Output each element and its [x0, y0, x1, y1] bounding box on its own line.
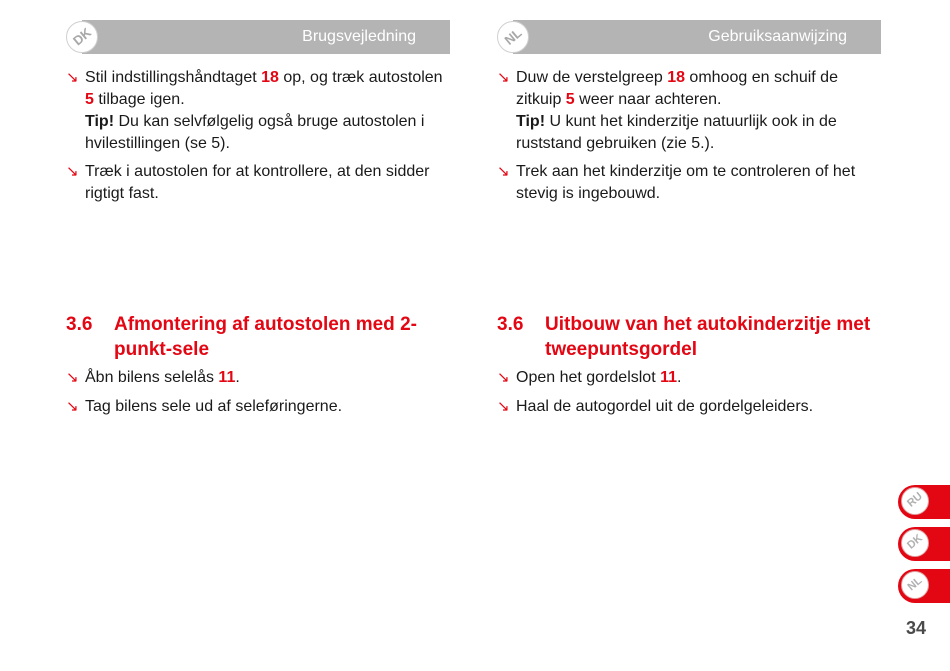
arrow-icon: ↘ [497, 398, 510, 415]
language-tab-dk[interactable]: DK [898, 527, 950, 561]
tip-label: Tip! [516, 113, 546, 130]
section-number: 3.6 [497, 314, 524, 335]
list-item: ↘ Trek aan het kinderzitje om te controleren of het stevig is ingebouwd. [497, 163, 856, 202]
section-heading [66, 312, 450, 362]
arrow-icon: ↘ [497, 69, 510, 86]
left-header-bar [82, 20, 450, 54]
left-header [66, 20, 450, 54]
right-header [497, 20, 881, 54]
tip-label: Tip! [85, 113, 115, 130]
list-item: ↘ Stil indstillingshåndtaget 18 op, og træk autostolen 5 tilbage igen. Tip! Du kan selvfølgelig også bruge autostolen i hvilestillingen (se 5). [66, 69, 443, 152]
list-item: ↘ Haal de autogordel uit de gordelgeleiders. [497, 396, 881, 418]
page-number: 34 [905, 618, 926, 638]
section-heading [497, 312, 881, 362]
arrow-icon: ↘ [66, 369, 79, 386]
list-item: ↘ Træk i autostolen for at kontrollere, at den sidder rigtigt fast. [66, 163, 430, 202]
section-title: Afmontering af autostolen med 2-punkt-sele [114, 314, 417, 360]
section-number: 3.6 [66, 314, 93, 335]
right-header-bar [513, 20, 881, 54]
list-item: ↘ Åbn bilens selelås 11. [66, 367, 450, 389]
list-item: ↘ Tag bilens sele ud af seleføringerne. [66, 396, 450, 418]
arrow-icon: ↘ [497, 369, 510, 386]
arrow-icon: ↘ [66, 69, 79, 86]
arrow-icon: ↘ [66, 163, 79, 180]
left-language-badge: DK [66, 21, 98, 53]
left-header-title: Brugsvejledning [302, 28, 416, 45]
right-header-title: Gebruiksaanwijzing [708, 28, 847, 45]
section-title: Uitbouw van het autokinderzitje met tweepuntsgordel [545, 314, 871, 360]
language-tab-ru[interactable]: RU [898, 485, 950, 519]
arrow-icon: ↘ [497, 163, 510, 180]
list-item: ↘ Duw de verstelgreep 18 omhoog en schuif de zitkuip 5 weer naar achteren. Tip! U kunt het kinderzitje natuurlijk ook in de ruststand gebruiken (zie 5.). [497, 69, 838, 152]
arrow-icon: ↘ [66, 398, 79, 415]
right-language-badge: NL [497, 21, 529, 53]
list-item: ↘ Open het gordelslot 11. [497, 367, 881, 389]
language-tab-nl[interactable]: NL [898, 569, 950, 603]
